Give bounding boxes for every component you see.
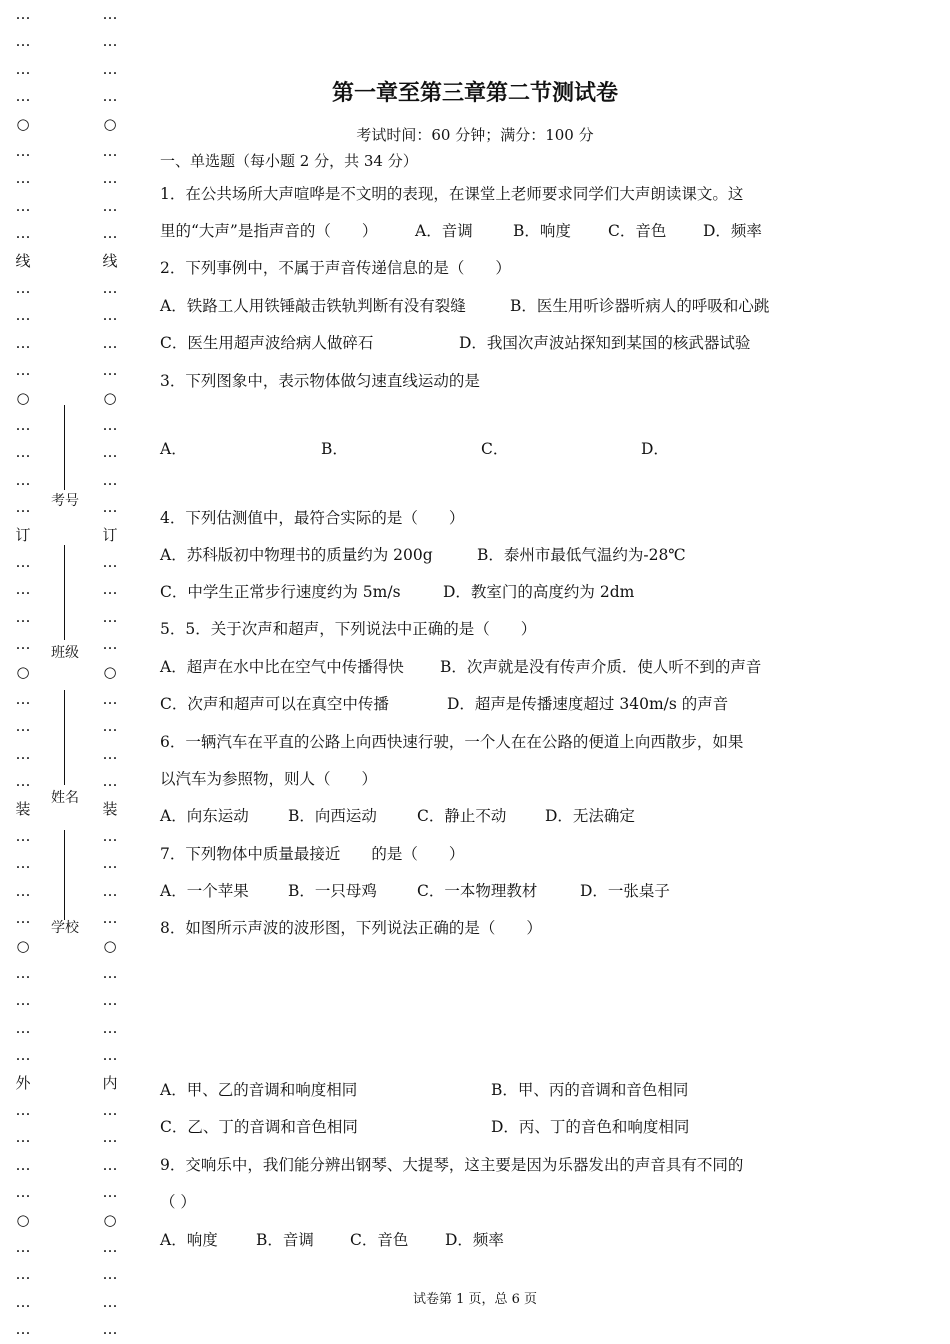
seal-mark: … <box>102 690 118 708</box>
seal-mark: … <box>102 635 118 654</box>
question-1-stem: 1．在公共场所大声喧哗是不文明的表现，在课堂上老师要求同学们大声朗读课文。这 <box>160 185 744 203</box>
q2-option-a[interactable]: A．铁路工人用铁锤敲击铁轨判断有没有裂缝 <box>160 297 466 315</box>
q4-option-a[interactable]: A．苏科版初中物理书的质量约为 200g <box>160 546 433 564</box>
seal-mark: … <box>102 142 118 160</box>
seal-mark: ○ <box>16 114 30 133</box>
seal-mark: … <box>15 59 31 78</box>
seal-mark: … <box>15 32 31 51</box>
school-label: 学校 <box>51 920 79 936</box>
q5-option-c[interactable]: C．次声和超声可以在真空中传播 <box>160 695 389 713</box>
seal-mark: 装 <box>102 799 118 818</box>
seal-mark: … <box>15 580 31 599</box>
question-4-stem: 4．下列估测值中，最符合实际的是（ ） <box>160 509 465 527</box>
seal-mark: … <box>102 59 118 78</box>
seal-mark: … <box>102 553 118 571</box>
seal-mark: … <box>102 1292 118 1311</box>
seal-mark: … <box>15 279 31 297</box>
blank-line <box>64 545 65 640</box>
seal-mark: … <box>15 470 31 489</box>
seal-mark: … <box>15 991 31 1010</box>
seal-mark: … <box>102 1046 118 1065</box>
q4-option-d[interactable]: D．教室门的高度约为 2dm <box>443 583 635 601</box>
q1-option-a[interactable]: A．音调 <box>415 222 473 240</box>
seal-mark: … <box>15 5 31 23</box>
q8-option-d[interactable]: D．丙、丁的音色和响度相同 <box>491 1118 690 1136</box>
q5-option-a[interactable]: A．超声在水中比在空气中传播得快 <box>160 658 404 676</box>
inner-seal-column <box>100 0 120 1344</box>
question-2-stem: 2．下列事例中，不属于声音传递信息的是（ ） <box>160 259 511 277</box>
q3-option-a[interactable]: A． <box>160 440 187 458</box>
seal-mark: … <box>15 1292 31 1311</box>
q1-option-d[interactable]: D．频率 <box>703 222 762 240</box>
outer-seal-column <box>13 0 33 1344</box>
seal-mark: 内 <box>102 1073 118 1092</box>
seal-mark: … <box>102 361 118 380</box>
seal-mark: … <box>102 854 118 873</box>
seal-mark: … <box>15 607 31 626</box>
seal-mark: … <box>102 1238 118 1256</box>
q1-option-b[interactable]: B．响度 <box>513 222 571 240</box>
seal-mark: … <box>15 854 31 873</box>
seal-mark: … <box>15 169 31 188</box>
q6-option-b[interactable]: B．向西运动 <box>288 807 377 825</box>
q9-option-c[interactable]: C．音色 <box>350 1231 409 1249</box>
seal-mark: … <box>102 1018 118 1037</box>
seal-mark: … <box>102 580 118 599</box>
seal-mark: … <box>102 306 118 325</box>
seal-mark: … <box>15 224 31 243</box>
seal-mark: … <box>15 498 31 517</box>
q4-option-c[interactable]: C．中学生正常步行速度约为 5m/s <box>160 583 401 601</box>
seal-mark: … <box>15 1018 31 1037</box>
seal-mark: … <box>102 744 118 763</box>
seal-mark: … <box>15 635 31 654</box>
seal-mark: 订 <box>15 525 31 544</box>
seal-mark: … <box>102 333 118 352</box>
seal-mark: … <box>15 1183 31 1202</box>
question-7-stem: 7．下列物体中质量最接近 的是（ ） <box>160 845 465 863</box>
seal-mark: ○ <box>103 1210 117 1229</box>
seal-mark: … <box>15 1155 31 1174</box>
seal-mark: … <box>102 827 118 845</box>
seal-mark: … <box>102 991 118 1010</box>
seal-mark: … <box>15 909 31 928</box>
question-8-stem: 8．如图所示声波的波形图，下列说法正确的是（ ） <box>160 919 542 937</box>
seal-mark: … <box>102 32 118 51</box>
seal-mark: … <box>102 443 118 462</box>
seal-mark: … <box>102 772 118 791</box>
seal-mark: ○ <box>103 662 117 681</box>
seal-mark: 装 <box>15 799 31 818</box>
q5-option-d[interactable]: D．超声是传播速度超过 340m/s 的声音 <box>447 695 729 713</box>
seal-mark: ○ <box>103 388 117 407</box>
seal-mark: ○ <box>103 114 117 133</box>
question-9-stem-2: （ ） <box>160 1193 196 1211</box>
seal-mark: … <box>15 964 31 982</box>
question-9-stem: 9．交响乐中，我们能分辨出钢琴、大提琴，这主要是因为乐器发出的声音具有不同的 <box>160 1156 744 1174</box>
seal-mark: … <box>15 553 31 571</box>
seal-mark: ○ <box>103 936 117 955</box>
seal-mark: … <box>15 1046 31 1065</box>
seal-mark: … <box>102 224 118 243</box>
seal-mark: ○ <box>16 1210 30 1229</box>
q7-option-d[interactable]: D．一张桌子 <box>580 882 670 900</box>
seal-mark: … <box>15 1238 31 1256</box>
q8-option-a[interactable]: A．甲、乙的音调和响度相同 <box>160 1081 358 1099</box>
q2-option-d[interactable]: D．我国次声波站探知到某国的核武器试验 <box>459 334 751 352</box>
q6-option-a[interactable]: A．向东运动 <box>160 807 249 825</box>
student-info-binding <box>50 405 80 965</box>
seal-mark: … <box>102 470 118 489</box>
q3-option-d[interactable]: D． <box>641 440 669 458</box>
seal-mark: … <box>102 1265 118 1284</box>
seal-mark: … <box>102 881 118 900</box>
seal-mark: … <box>15 196 31 215</box>
seal-mark: … <box>102 5 118 23</box>
seal-mark: … <box>15 827 31 845</box>
seal-mark: … <box>102 498 118 517</box>
seal-mark: 线 <box>102 251 118 270</box>
seal-mark: … <box>102 1183 118 1202</box>
seal-mark: … <box>15 744 31 763</box>
q2-option-b[interactable]: B．医生用听诊器听病人的呼吸和心跳 <box>510 297 770 315</box>
seal-mark: … <box>102 1320 118 1339</box>
page-footer: 试卷第 1 页，总 6 页 <box>412 1292 538 1307</box>
seal-mark: … <box>102 279 118 297</box>
page-title: 第一章至第三章第二节测试卷 <box>331 81 618 106</box>
question-1-stem-2: 里的“大声”是指声音的（ ） A．音调 B．响度 C．音色 D．频率 <box>160 219 800 241</box>
q6-option-d[interactable]: D．无法确定 <box>545 807 635 825</box>
seal-mark: … <box>15 333 31 352</box>
seal-mark: ○ <box>16 388 30 407</box>
seal-mark: ○ <box>16 936 30 955</box>
q9-option-b[interactable]: B．音调 <box>256 1231 314 1249</box>
question-6-stem: 6．一辆汽车在平直的公路上向西快速行驶，一个人在在公路的便道上向西散步，如果 <box>160 733 744 751</box>
q6-option-c[interactable]: C．静止不动 <box>417 807 507 825</box>
q9-option-d[interactable]: D．频率 <box>445 1231 504 1249</box>
seal-mark: … <box>102 87 118 106</box>
seal-mark: … <box>15 1101 31 1119</box>
exam-number-label: 考号 <box>51 493 79 509</box>
seal-mark: … <box>102 416 118 434</box>
seal-mark: 外 <box>15 1073 31 1092</box>
section-heading: 一、单选题（每小题 2 分，共 34 分） <box>160 152 418 170</box>
seal-mark: … <box>15 772 31 791</box>
seal-mark: … <box>15 306 31 325</box>
seal-mark: … <box>102 1128 118 1147</box>
blank-line <box>64 690 65 785</box>
blank-line <box>64 830 65 920</box>
seal-mark: … <box>15 690 31 708</box>
q8-option-c[interactable]: C．乙、丁的音调和音色相同 <box>160 1118 358 1136</box>
seal-mark: … <box>102 909 118 928</box>
seal-mark: … <box>15 881 31 900</box>
seal-mark: … <box>15 1265 31 1284</box>
seal-mark: … <box>15 1320 31 1339</box>
seal-mark: … <box>102 717 118 736</box>
name-label: 姓名 <box>51 790 79 806</box>
q4-option-b[interactable]: B．泰州市最低气温约为-28℃ <box>477 546 686 564</box>
seal-mark: … <box>15 361 31 380</box>
q7-option-c[interactable]: C．一本物理教材 <box>417 882 538 900</box>
seal-mark: ○ <box>16 662 30 681</box>
q2-option-c[interactable]: C．医生用超声波给病人做碎石 <box>160 334 374 352</box>
question-5-stem: 5．5．关于次声和超声，下列说法中正确的是（ ） <box>160 620 537 638</box>
seal-mark: … <box>102 169 118 188</box>
blank-line <box>64 405 65 490</box>
q5-option-b[interactable]: B．次声就是没有传声介质．使人听不到的声音 <box>440 658 762 676</box>
q1-option-c[interactable]: C．音色 <box>608 222 667 240</box>
q9-option-a[interactable]: A．响度 <box>160 1231 218 1249</box>
q3-option-c[interactable]: C． <box>481 440 509 458</box>
seal-mark: 线 <box>15 251 31 270</box>
class-label: 班级 <box>51 645 79 661</box>
seal-mark: … <box>102 196 118 215</box>
exam-info: 考试时间：60 分钟；满分：100 分 <box>356 126 594 144</box>
seal-mark: … <box>15 1128 31 1147</box>
seal-mark: … <box>102 964 118 982</box>
question-6-stem-2: 以汽车为参照物，则人（ ） <box>160 770 378 788</box>
q8-option-b[interactable]: B．甲、丙的音调和音色相同 <box>491 1081 689 1099</box>
seal-mark: … <box>15 443 31 462</box>
question-3-stem: 3．下列图象中，表示物体做匀速直线运动的是 <box>160 372 480 390</box>
seal-mark: 订 <box>102 525 118 544</box>
seal-mark: … <box>15 142 31 160</box>
seal-mark: … <box>102 1101 118 1119</box>
seal-mark: … <box>15 416 31 434</box>
q3-option-b[interactable]: B． <box>321 440 348 458</box>
seal-mark: … <box>15 717 31 736</box>
seal-mark: … <box>15 87 31 106</box>
q7-option-b[interactable]: B．一只母鸡 <box>288 882 377 900</box>
q7-option-a[interactable]: A．一个苹果 <box>160 882 249 900</box>
seal-mark: … <box>102 1155 118 1174</box>
seal-mark: … <box>102 607 118 626</box>
